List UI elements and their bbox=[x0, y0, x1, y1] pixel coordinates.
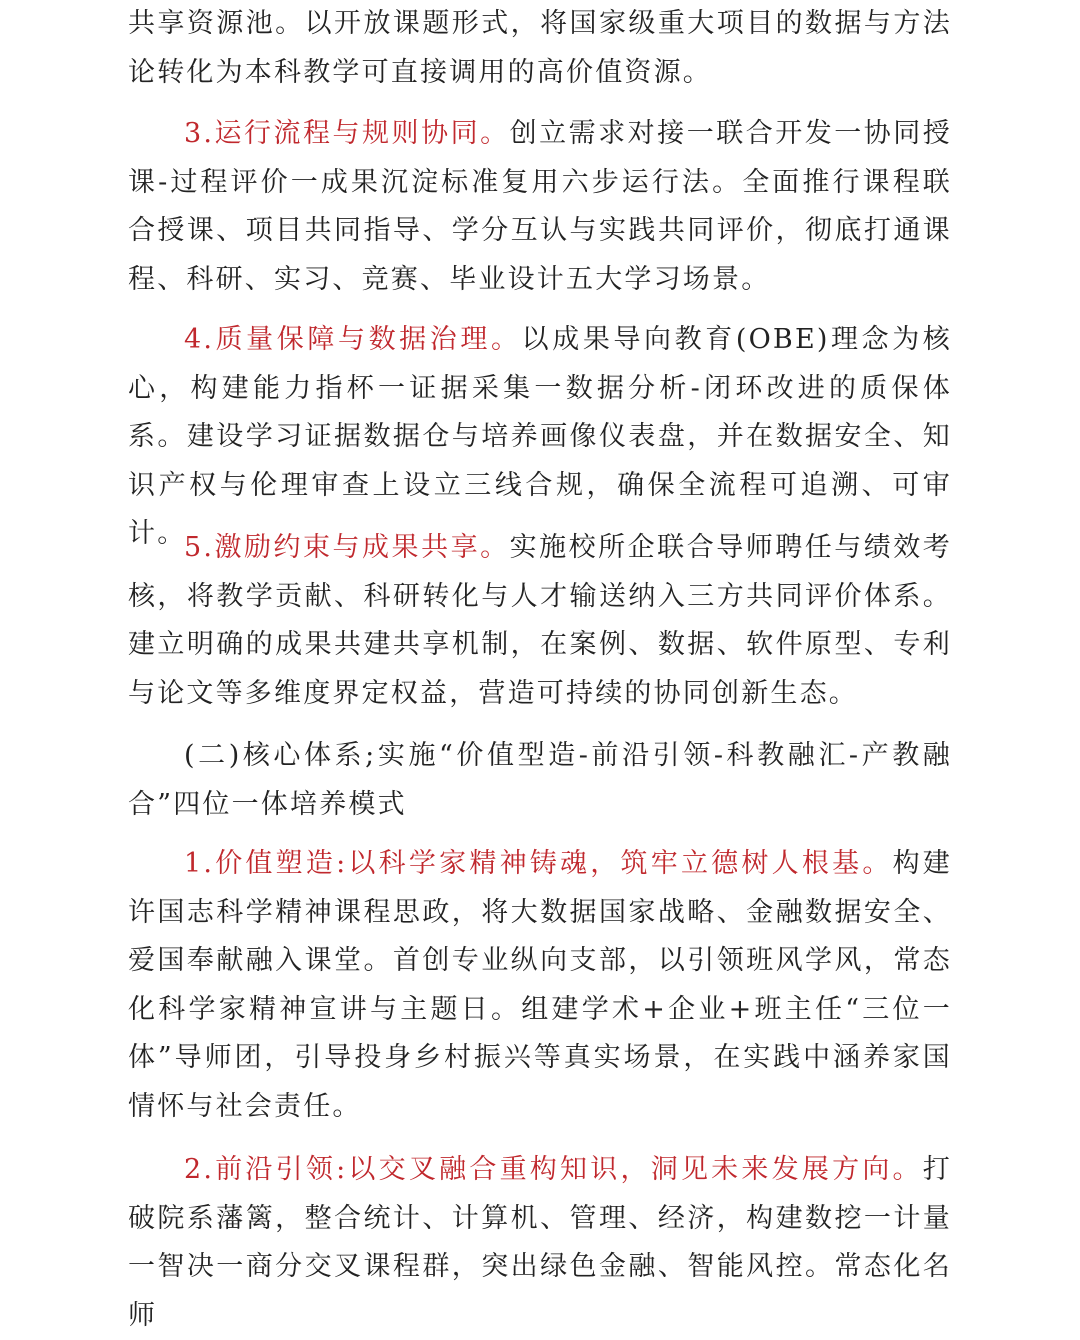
paragraph-body: 创立需求对接一联合开发一协同授课-过程评价一成果沉淀标准复用六步运行法。全面推行课程联合授课、项目共同指导、学分互认与实践共同评价，彻底打通课程、科研、实习、竞赛、毕业设计五大学习场景。 bbox=[128, 118, 952, 295]
section-heading: 5.激励约束与成果共享。 bbox=[184, 532, 510, 563]
section-heading: 3.运行流程与规则协同。 bbox=[184, 118, 510, 149]
paragraph-incentive-sharing bbox=[128, 524, 952, 718]
paragraph-body: (二)核心体系;实施“价值型造-前沿引领-科教融汇-产教融合”四位一体培养模式 bbox=[128, 740, 952, 820]
section-heading: 4.质量保障与数据治理。 bbox=[184, 324, 522, 355]
paragraph-resource-pool bbox=[128, 0, 952, 97]
paragraph-body: 共享资源池。以开放课题形式，将国家级重大项目的数据与方法论转化为本科教学可直接调用的高价值资源。 bbox=[128, 8, 952, 88]
paragraph-core-system-title bbox=[128, 732, 952, 829]
paragraph-frontier-leading bbox=[128, 1146, 952, 1340]
paragraph-body: 打破院系藩篱，整合统计、计算机、管理、经济，构建数挖一计量一智决一商分交叉课程群，突出绿色金融、智能风控。常态化名师 bbox=[128, 1154, 952, 1331]
paragraph-quality-assurance bbox=[128, 316, 952, 559]
paragraph-operation-process bbox=[128, 110, 952, 304]
paragraph-body: 以成果导向教育(OBE)理念为核心，构建能力指杯一证据采集一数据分析-闭环改进的质保体系。建设学习证据数据仓与培养画像仪表盘，并在数据安全、知识产权与伦理审查上设立三线合规，确保全流程可追溯、可审计。 bbox=[128, 324, 952, 549]
section-heading: 2.前沿引领:以交叉融合重构知识，洞见未来发展方向。 bbox=[184, 1154, 923, 1185]
paragraph-value-shaping bbox=[128, 840, 952, 1131]
paragraph-body: 构建许国志科学精神课程思政，将大数据国家战略、金融数据安全、爱国奉献融入课堂。首创专业纵向支部，以引领班风学风，常态化科学家精神宣讲与主题日。组建学术+企业+班主任“三位一体”导师团，引导投身乡村振兴等真实场景，在实践中涵养家国情怀与社会责任。 bbox=[128, 848, 952, 1122]
section-heading: 1.价值塑造:以科学家精神铸魂，筑牢立德树人根基。 bbox=[184, 848, 893, 879]
paragraph-body: 实施校所企联合导师聘任与绩效考核，将教学贡献、科研转化与人才输送纳入三方共同评价体系。建立明确的成果共建共享机制，在案例、数据、软件原型、专利与论文等多维度界定权益，营造可持续的协同创新生态。 bbox=[128, 532, 952, 709]
